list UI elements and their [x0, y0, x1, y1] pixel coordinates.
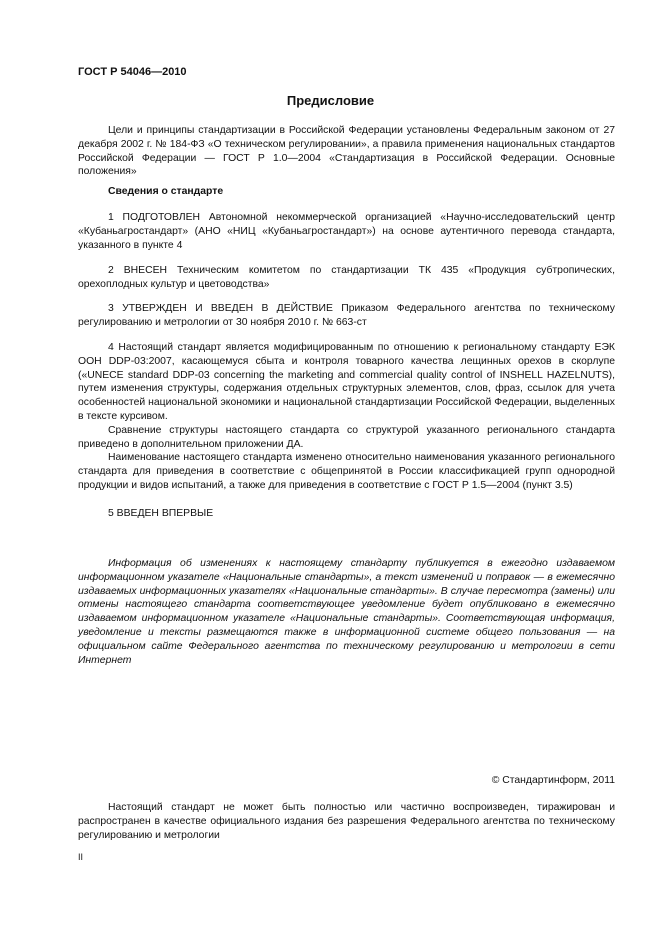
info-section	[78, 557, 615, 667]
item-1	[78, 211, 615, 252]
item-paragraph: 2 ВНЕСЕН Техническим комитетом по стандартизации ТК 435 «Продукция субтропических, орехоплодных культур и цветоводства»	[78, 265, 615, 290]
item-2	[78, 264, 615, 292]
item-paragraph: 5 ВВЕДЕН ВПЕРВЫЕ	[108, 508, 214, 519]
page-number: II	[78, 852, 84, 862]
intro-section	[78, 124, 615, 179]
item-paragraph: 1 ПОДГОТОВЛЕН Автономной некоммерческой организацией «Научно-исследовательский центр «Кубаньагростандарт» (АНО «НИЦ «Кубаньагростандарт») на основе аутентичного перевода стандарта, указанного в пункте 4	[78, 212, 615, 251]
copyright: © Стандартинформ, 2011	[491, 775, 615, 786]
intro-paragraph: Цели и принципы стандартизации в Российской Федерации установлены Федеральным законом от 27 декабря 2002 г. № 184-ФЗ «О техническом регулировании», а правила применения национальных стандартов Российской Федерации — ГОСТ Р 1.0—2004 «Стандартизация в Российской Федерации. Основные положения»	[78, 125, 615, 178]
item-4-comparison: Сравнение структуры настоящего стандарта со структурой указанного регионального стандарта приведено в дополнительном приложении ДА.	[78, 424, 615, 450]
info-paragraph: Информация об изменениях к настоящему стандарту публикуется в ежегодно издаваемом информационном указателе «Национальные стандарты», а текст изменений и поправок — в ежемесячно издаваемых информационных указателях «Национальные стандарты». В случае пересмотра (замены) или отмены настоящего стандарта соответствующее уведомление будет опубликовано в ежемесячно издаваемом информационном указателе «Национальные стандарты». Соответствующая информация, уведомление и тексты размещаются также в информационной системе общего пользования — на официальном сайте Федерального агентства по техническому регулированию и метрологии в сети Интернет	[78, 558, 615, 666]
item-3	[78, 302, 615, 330]
notice-paragraph: Настоящий стандарт не может быть полностью или частично воспроизведен, тиражирован и распространен в качестве официального издания без разрешения Федерального агентства по техническому регулированию и метрологии	[78, 802, 615, 841]
standard-code-header: ГОСТ Р 54046—2010	[78, 66, 187, 78]
page-title: Предисловие	[286, 93, 375, 108]
notice-section	[78, 801, 615, 842]
subheading: Сведения о стандарте	[108, 186, 224, 197]
item-paragraph: 3 УТВЕРЖДЕН И ВВЕДЕН В ДЕЙСТВИЕ Приказом Федерального агентства по техническому регулированию и метрологии от 30 ноября 2010 г. № 663-ст	[78, 303, 615, 328]
item-4-name-change: Наименование настоящего стандарта изменено относительно наименования указанного регионального стандарта для приведения в соответствие с общепринятой в России классификацией групп однородной продукции и видов испытаний, а также для приведения в соответствие с ГОСТ Р 1.5—2004 (пункт 3.5)	[78, 452, 615, 491]
item-4	[78, 341, 615, 493]
item-5	[78, 507, 615, 521]
item-4-paragraph: 4 Настоящий стандарт является модифицированным по отношению к региональному стандарту ЕЭК ООН DDP-03:2007, касающемуся сбыта и контроля товарного качества лещинных орехов в скорлупе («UNECE standard DDP-03 concerning the marketing and commercial quality control of INSHELL HAZELNUTS), путем изменения структуры, содержания отдельных структурных элементов, слов, фраз, ссылок для учета особенностей национальной экономики и национальной стандартизации Российской Федерации, выделенных в тексте курсивом.	[78, 342, 615, 422]
